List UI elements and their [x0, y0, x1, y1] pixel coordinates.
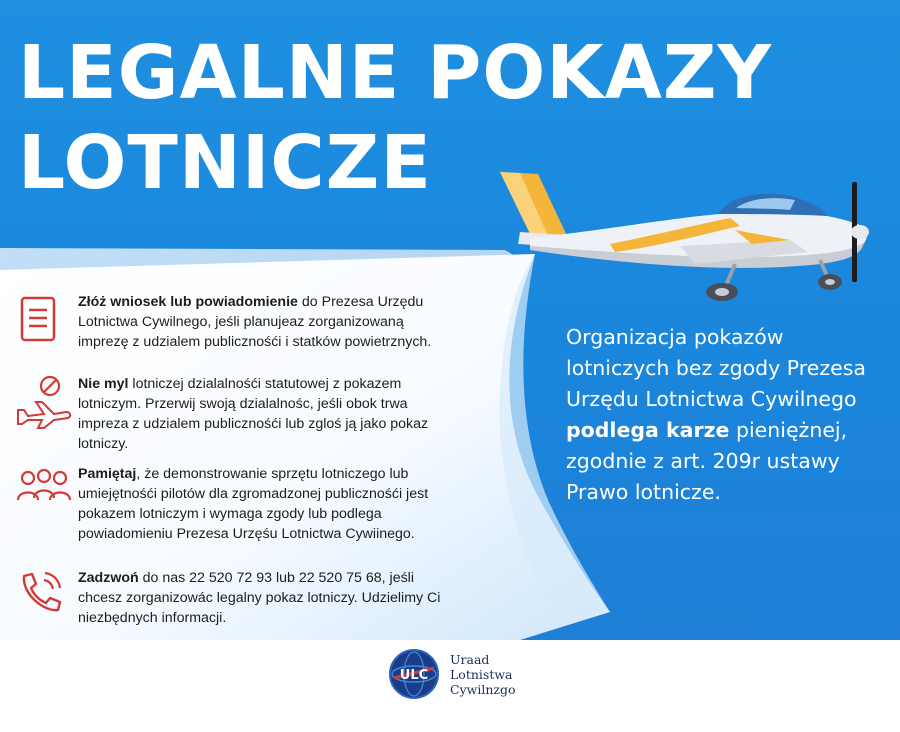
item-text — [78, 568, 448, 628]
headline-line-1: LEGALNE POKAZY — [18, 30, 773, 116]
list-item — [14, 292, 454, 374]
logo-line-3: Cywilnzgo — [450, 681, 516, 697]
phone-icon — [14, 568, 78, 619]
logo-letters: ULC — [399, 668, 429, 683]
headline-line-2: LOTNICZE — [18, 120, 432, 206]
item-bold: Pamiętaj — [78, 466, 137, 482]
logo-line-1: Uraad — [450, 651, 490, 667]
logo-text — [450, 652, 516, 697]
people-icon — [14, 464, 78, 513]
notice-part-2: pieniężnej, zgodnie z art. 209r ustawy Prawo lotnicze. — [566, 418, 848, 504]
item-rest: do Prezesa Urzędu Lotnictwa Cywilnego, jeśli planujeaz zorganizowaną imprezę z udzialem publicznośći i statków powietrznych. — [78, 294, 432, 350]
list-item — [14, 374, 454, 464]
item-bold: Zadzwoń — [78, 570, 139, 586]
item-text — [78, 292, 448, 352]
notice-bold: podlega karze — [566, 418, 730, 442]
logo-line-2: Lotnistwa — [450, 666, 513, 682]
list-item — [14, 568, 454, 638]
info-list — [14, 292, 454, 638]
item-text — [78, 374, 448, 454]
item-bold: Nie myl — [78, 376, 129, 392]
ulc-logo-icon — [388, 648, 440, 700]
notice-part-1: Organizacja pokazów lotniczych bez zgody Prezesa Urzędu Lotnictwa Cywilnego — [566, 325, 866, 411]
item-rest: , że demonstrowanie sprzętu lotniczego lub umiejętnośći pilotów dla zgromadzonej publicznośći jest pokazem lotniczym i wymaga zgody lub podlega powiadomieniu Prezesa Urzęśu Lotnictwa Cywiinego. — [78, 466, 429, 542]
airplane-illustration — [490, 160, 885, 310]
legal-notice — [566, 322, 886, 508]
list-item — [14, 464, 454, 568]
document-icon — [14, 292, 78, 351]
item-text — [78, 464, 448, 544]
no-plane-icon — [14, 374, 78, 435]
item-rest: do nas 22 520 72 93 lub 22 520 75 68, jeśli chcesz zorganizowác legalny pokaz lotniczy. Udzielimy Ci niezbędnych informacji. — [78, 570, 441, 626]
item-bold: Złóż wniosek lub powiadomienie — [78, 294, 298, 310]
item-rest: lotniczej dzialalnośći statutowej z pokazem lotniczym. Przerwij swoją dzialalnośc, jeśli obok trwa impreza z udzialem publicznośći lub zgloś ją jako pokaz lotniczy. — [78, 376, 429, 452]
footer-logo — [388, 648, 516, 700]
